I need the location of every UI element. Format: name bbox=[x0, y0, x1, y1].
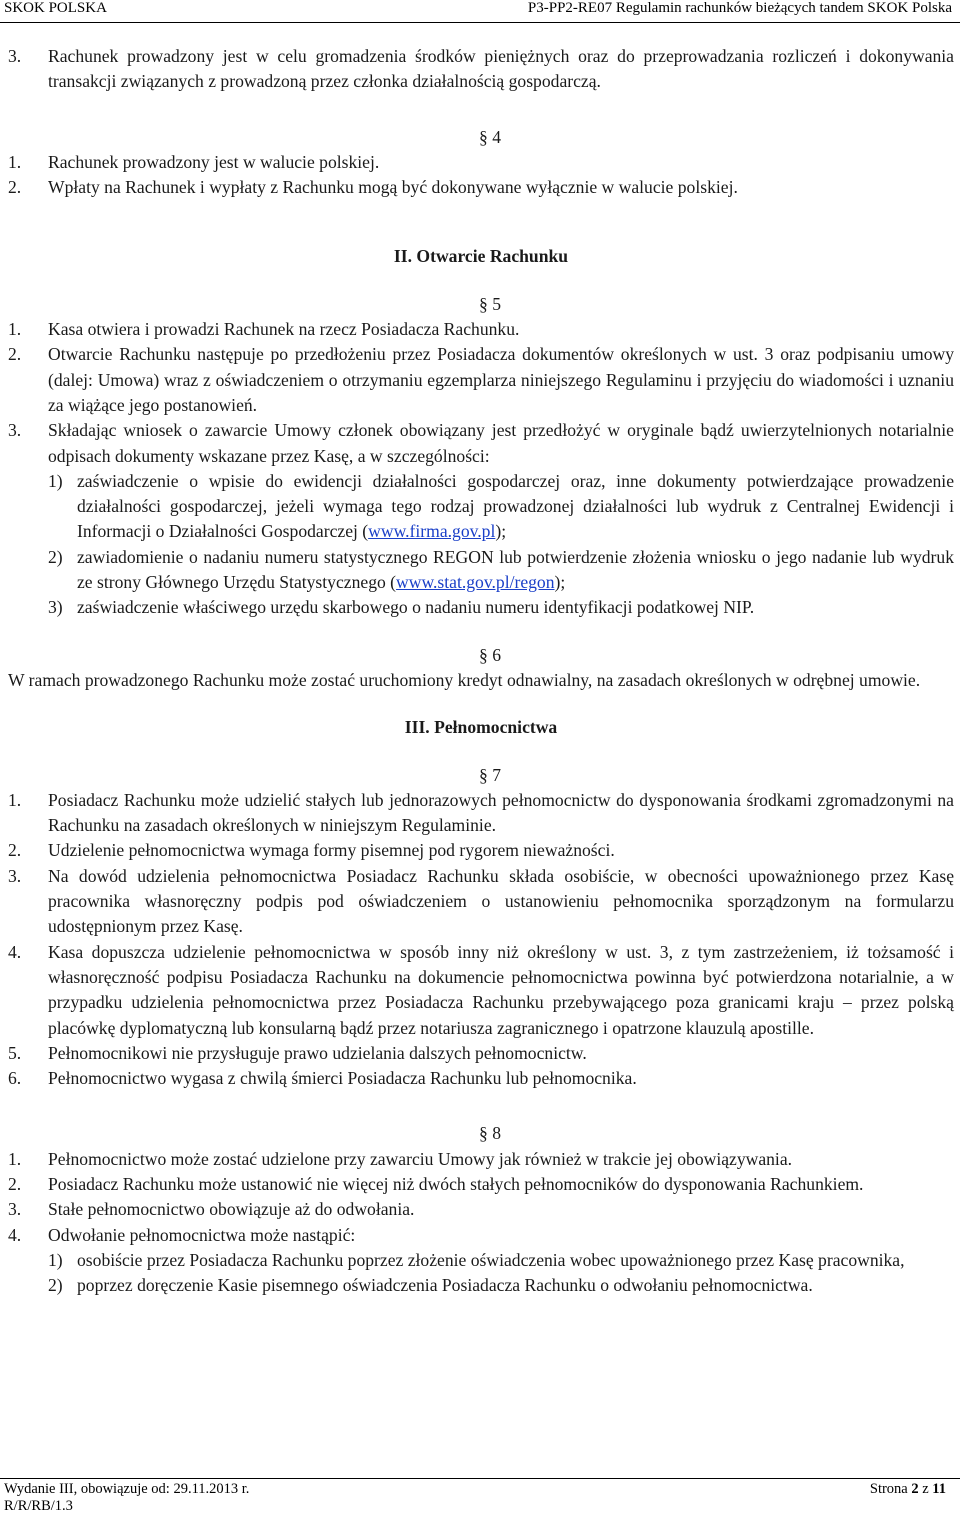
list-item: 6. Pełnomocnictwo wygasa z chwilą śmierci Posiadacza Rachunku lub pełnomocnika. bbox=[8, 1068, 637, 1089]
list-item: 1. Posiadacz Rachunku może udzielić stałych lub jednorazowych pełnomocnictw do dysponowania środkami zgromadzonymi na Rachunku na zasadach określonych w niniejszym Regulaminie. bbox=[8, 789, 954, 836]
list-item: 1. Kasa otwiera i prowadzi Rachunek na rzecz Posiadacza Rachunku. bbox=[8, 319, 520, 340]
section-mark-7: § 7 bbox=[479, 764, 501, 785]
paragraph-6-text: W ramach prowadzonego Rachunku może zostać uruchomiony kredyt odnawialny, na zasadach określonych w odrębnej umowie. bbox=[8, 669, 921, 690]
list-item: 2. Udzielenie pełnomocnictwa wymaga formy pisemnej pod rygorem nieważności. bbox=[8, 840, 615, 861]
list-item: 1. Rachunek prowadzony jest w walucie polskiej. bbox=[8, 151, 380, 172]
list-item: 3. Stałe pełnomocnictwo obowiązuje aż do odwołania. bbox=[8, 1199, 415, 1220]
page-header bbox=[0, 0, 960, 23]
document-body bbox=[8, 44, 954, 1298]
list-item: 5. Pełnomocnikowi nie przysługuje prawo udzielania dalszych pełnomocnictw. bbox=[8, 1042, 587, 1063]
firma-gov-link[interactable]: www.firma.gov.pl bbox=[368, 521, 496, 542]
list-item: 3. Na dowód udzielenia pełnomocnictwa Posiadacz Rachunku składa osobiście, w obecności upoważnionego przez Kasę pracownika własnoręczny podpis pod oświadczeniem o ustanowieniu pełnomocnika sporządzonym na formularzu udostępnionym przez Kasę. bbox=[8, 865, 954, 937]
section-mark-8: § 8 bbox=[479, 1123, 501, 1144]
section-mark-6: § 6 bbox=[479, 644, 501, 665]
header-org: SKOK POLSKA bbox=[4, 0, 107, 16]
section-mark-4: § 4 bbox=[479, 126, 501, 147]
section-heading-3: III. Pełnomocnictwa bbox=[404, 717, 558, 738]
stat-gov-link[interactable]: www.stat.gov.pl/regon bbox=[396, 572, 555, 593]
footer-code: R/R/RB/1.3 bbox=[4, 1498, 73, 1514]
paragraph-3: 3. Rachunek prowadzony jest w celu gromadzenia środków pieniężnych oraz do przeprowadzania rozliczeń i dokonywania transakcji związanych z prowadzoną przez członka działalnością gospodarczą. bbox=[8, 46, 954, 92]
sub-item: 2) poprzez doręczenie Kasie pisemnego oświadczenia Posiadacza Rachunku o odwołaniu pełnomocnictwa. bbox=[48, 1275, 813, 1296]
page-number: Strona 2 z 11 bbox=[869, 1481, 946, 1497]
list-item: 4. Odwołanie pełnomocnictwa może nastąpić: bbox=[8, 1224, 356, 1245]
footer-edition: Wydanie III, obowiązuje od: 29.11.2013 r. bbox=[4, 1481, 250, 1497]
section-mark-5: § 5 bbox=[479, 293, 501, 314]
sub-item: 3) zaświadczenie właściwego urzędu skarbowego o nadaniu numeru identyfikacji podatkowej NIP. bbox=[48, 597, 755, 618]
section-heading-2: II. Otwarcie Rachunku bbox=[393, 246, 569, 267]
sub-item: 1) osobiście przez Posiadacza Rachunku poprzez złożenie oświadczenia wobec upoważnionego przez Kasę pracownika, bbox=[48, 1249, 905, 1270]
list-item: 2. Otwarcie Rachunku następuje po przedłożeniu przez Posiadacza dokumentów określonych w ust. 3 oraz podpisaniu umowy (dalej: Umowa) wraz z oświadczeniem o otrzymaniu egzemplarza niniejszego Regulaminu i przyjęciu do wiadomości i uznaniu za wiążące jego postanowień. bbox=[8, 344, 954, 415]
list-item: 2. Posiadacz Rachunku może ustanowić nie więcej niż dwóch stałych pełnomocników do dysponowania Rachunkiem. bbox=[8, 1173, 864, 1194]
list-item: 3. Składając wniosek o zawarcie Umowy członek obowiązany jest przedłożyć w oryginale bądź uwierzytelnionych notarialnie odpisach dokumenty wskazane przez Kasę, a w szczególności: bbox=[8, 420, 954, 466]
page-footer bbox=[0, 1478, 960, 1517]
sub-item: 1) zaświadczenie o wpisie do ewidencji działalności gospodarczej oraz, inne dokumenty potwierdzające prowadzenie działalności gospodarczej, jeżeli wymaga tego rodzaj prowadzonej działalności lub wydruk z Centralnej Ewidencji i Informacji o Działalności Gospodarczej (www.firma.gov.pl); bbox=[48, 470, 954, 542]
list-item: 1. Pełnomocnictwo może zostać udzielone przy zawarciu Umowy jak również w trakcie jej obowiązywania. bbox=[8, 1148, 793, 1169]
sub-item: 2) zawiadomienie o nadaniu numeru statystycznego REGON lub potwierdzenie złożenia wniosku o jego nadanie lub wydruk ze strony Głównego Urzędu Statystycznego (www.stat.gov.pl/regon); bbox=[48, 546, 954, 593]
list-item: 4. Kasa dopuszcza udzielenie pełnomocnictwa w sposób inny niż określony w ust. 3, z tym zastrzeżeniem, iż tożsamość i własnoręczność podpisu Posiadacza Rachunku na dokumencie pełnomocnictwa powinna być potwierdzona notarialnie, a w przypadku udzielenia pełnomocnictwa przez Posiadacza Rachunku przebywającego poza granicami kraju – przez polską placówkę dyplomatyczną lub konsularną bądź przez notariusza zagranicznego i opatrzone klauzulą apostille. bbox=[8, 941, 954, 1038]
header-doc-title: P3-PP2-RE07 Regulamin rachunków bieżących tandem SKOK Polska bbox=[527, 0, 952, 16]
list-item: 2. Wpłaty na Rachunek i wypłaty z Rachunku mogą być dokonywane wyłącznie w walucie polskiej. bbox=[8, 177, 738, 198]
